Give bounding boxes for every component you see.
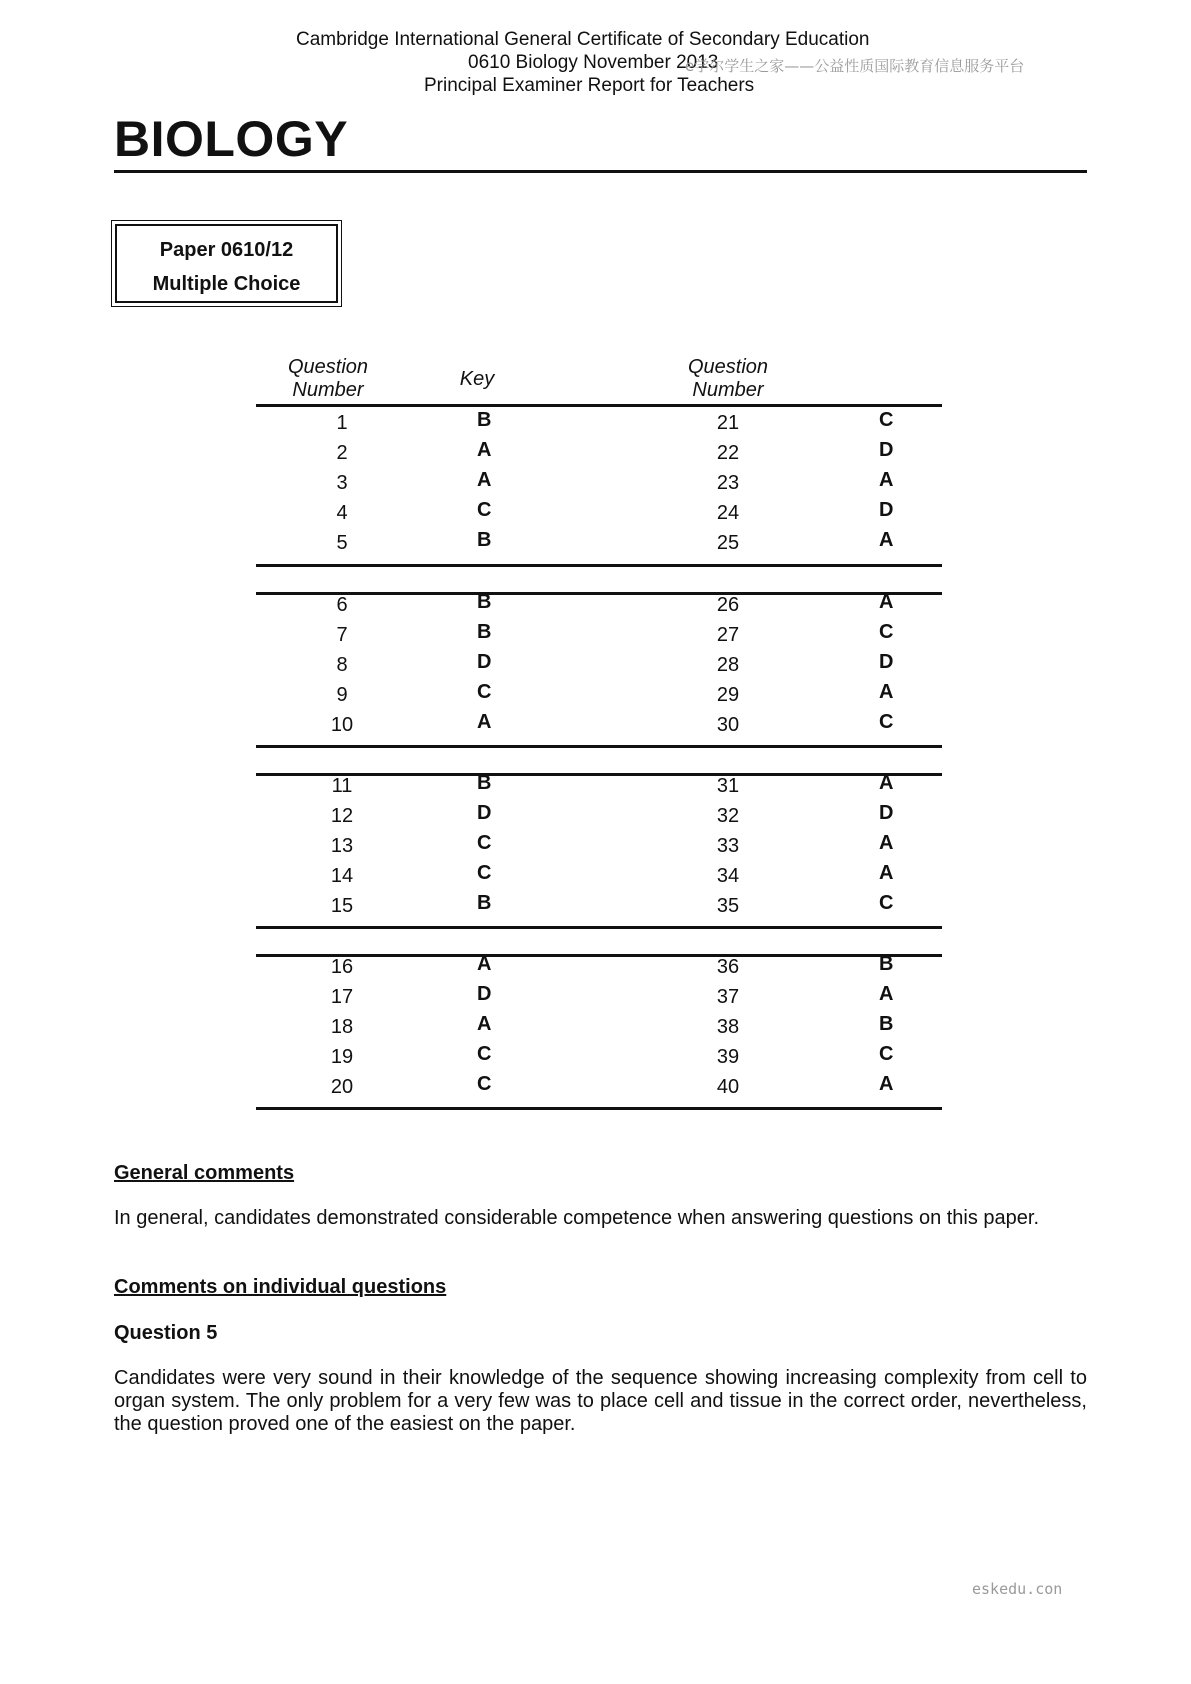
answer-key: D bbox=[879, 802, 894, 824]
answer-key: D bbox=[477, 651, 492, 673]
answer-key: B bbox=[879, 1013, 894, 1035]
question-number: 16 bbox=[330, 956, 354, 978]
question-number: 4 bbox=[336, 502, 348, 524]
question-number: 19 bbox=[330, 1046, 354, 1068]
question-number: 12 bbox=[330, 805, 354, 827]
answer-key: B bbox=[477, 892, 492, 914]
question-number: 18 bbox=[330, 1016, 354, 1038]
general-comments-heading: General comments bbox=[114, 1162, 295, 1184]
question-number: 3 bbox=[336, 472, 348, 494]
question-number: 20 bbox=[330, 1076, 354, 1098]
answer-key: B bbox=[477, 591, 492, 613]
column-header-key: Key bbox=[459, 368, 495, 390]
answer-key-table bbox=[256, 356, 942, 1116]
question-number: 32 bbox=[716, 805, 740, 827]
question-5-comment: Candidates were very sound in their knowledge of the sequence showing increasing complexity from cell to organ system. The only problem for a very few was to place cell and tissue in the correct order, nevertheless, the question proved one of the easiest on the paper. bbox=[114, 1367, 1087, 1435]
answer-key: B bbox=[879, 953, 894, 975]
answer-key: A bbox=[879, 681, 894, 703]
question-number: 25 bbox=[716, 532, 740, 554]
header-qualification: Cambridge International General Certificate of Secondary Education bbox=[296, 29, 870, 50]
paper-code: Paper 0610/12 bbox=[159, 239, 294, 261]
question-number: 37 bbox=[716, 986, 740, 1008]
answer-key: A bbox=[879, 1073, 894, 1095]
answer-key: A bbox=[477, 439, 492, 461]
answer-key: A bbox=[879, 469, 894, 491]
question-number: 15 bbox=[330, 895, 354, 917]
paper-type: Multiple Choice bbox=[152, 273, 301, 295]
footer-watermark: eskedu.con bbox=[972, 1580, 1063, 1598]
column-header-label: Question Number bbox=[687, 356, 769, 401]
answer-key: C bbox=[477, 1043, 492, 1065]
answer-key: D bbox=[879, 439, 894, 461]
answer-key: D bbox=[879, 499, 894, 521]
answer-key: A bbox=[477, 953, 492, 975]
header-report-type: Principal Examiner Report for Teachers bbox=[424, 75, 755, 96]
question-number: 2 bbox=[336, 442, 348, 464]
question-number: 31 bbox=[716, 775, 740, 797]
individual-comments-heading: Comments on individual questions bbox=[114, 1276, 447, 1298]
question-number: 23 bbox=[716, 472, 740, 494]
answer-key: A bbox=[879, 529, 894, 551]
question-number: 40 bbox=[716, 1076, 740, 1098]
question-number: 1 bbox=[336, 412, 348, 434]
answer-key: D bbox=[879, 651, 894, 673]
question-number: 26 bbox=[716, 594, 740, 616]
answer-key: A bbox=[879, 983, 894, 1005]
answer-key: D bbox=[477, 802, 492, 824]
question-number: 27 bbox=[716, 624, 740, 646]
question-number: 28 bbox=[716, 654, 740, 676]
question-number: 5 bbox=[336, 532, 348, 554]
question-number: 7 bbox=[336, 624, 348, 646]
question-number: 33 bbox=[716, 835, 740, 857]
page-title: BIOLOGY bbox=[114, 111, 349, 167]
answer-key: C bbox=[477, 681, 492, 703]
answer-key: B bbox=[477, 409, 492, 431]
answer-key: A bbox=[879, 862, 894, 884]
question-number: 36 bbox=[716, 956, 740, 978]
watermark-text: e学尔学生之家——公益性质国际教育信息服务平台 bbox=[685, 57, 1025, 75]
question-number: 22 bbox=[716, 442, 740, 464]
header-syllabus-session: 0610 Biology November 2013 bbox=[468, 52, 719, 73]
general-comments-text: In general, candidates demonstrated considerable competence when answering questions on this paper. bbox=[114, 1207, 1040, 1229]
question-number: 29 bbox=[716, 684, 740, 706]
question-number: 10 bbox=[330, 714, 354, 736]
answer-key: A bbox=[879, 772, 894, 794]
paper-box-inner-border bbox=[115, 224, 338, 303]
question-number: 17 bbox=[330, 986, 354, 1008]
answer-key: C bbox=[477, 832, 492, 854]
table-rule bbox=[256, 564, 942, 567]
answer-key: C bbox=[879, 892, 894, 914]
question-number: 9 bbox=[336, 684, 348, 706]
question-number: 24 bbox=[716, 502, 740, 524]
question-number: 11 bbox=[331, 775, 353, 797]
answer-key: A bbox=[879, 591, 894, 613]
answer-key: A bbox=[477, 469, 492, 491]
answer-key: C bbox=[879, 1043, 894, 1065]
answer-key: B bbox=[477, 529, 492, 551]
answer-key: C bbox=[477, 499, 492, 521]
table-rule bbox=[256, 404, 942, 407]
answer-key: C bbox=[879, 621, 894, 643]
answer-key: C bbox=[477, 862, 492, 884]
column-header-label: Question Number bbox=[287, 356, 369, 401]
question-heading: Question 5 bbox=[114, 1322, 218, 1344]
answer-key: C bbox=[879, 711, 894, 733]
answer-key: B bbox=[477, 621, 492, 643]
answer-key: B bbox=[477, 772, 492, 794]
answer-key: C bbox=[477, 1073, 492, 1095]
question-number: 8 bbox=[336, 654, 348, 676]
title-divider bbox=[114, 170, 1087, 173]
answer-key: D bbox=[477, 983, 492, 1005]
question-number: 21 bbox=[716, 412, 740, 434]
table-rule bbox=[256, 926, 942, 929]
question-number: 38 bbox=[716, 1016, 740, 1038]
question-number: 39 bbox=[716, 1046, 740, 1068]
answer-key: C bbox=[879, 409, 894, 431]
column-header-question-number bbox=[686, 356, 770, 402]
question-number: 30 bbox=[716, 714, 740, 736]
answer-key: A bbox=[879, 832, 894, 854]
question-number: 34 bbox=[716, 865, 740, 887]
table-rule bbox=[256, 745, 942, 748]
question-number: 13 bbox=[330, 835, 354, 857]
question-number: 35 bbox=[716, 895, 740, 917]
paper-box bbox=[111, 220, 342, 307]
answer-key: A bbox=[477, 1013, 492, 1035]
column-header-question-number bbox=[286, 356, 370, 402]
question-number: 6 bbox=[336, 594, 348, 616]
table-rule bbox=[256, 1107, 942, 1110]
question-number: 14 bbox=[330, 865, 354, 887]
answer-key: A bbox=[477, 711, 492, 733]
